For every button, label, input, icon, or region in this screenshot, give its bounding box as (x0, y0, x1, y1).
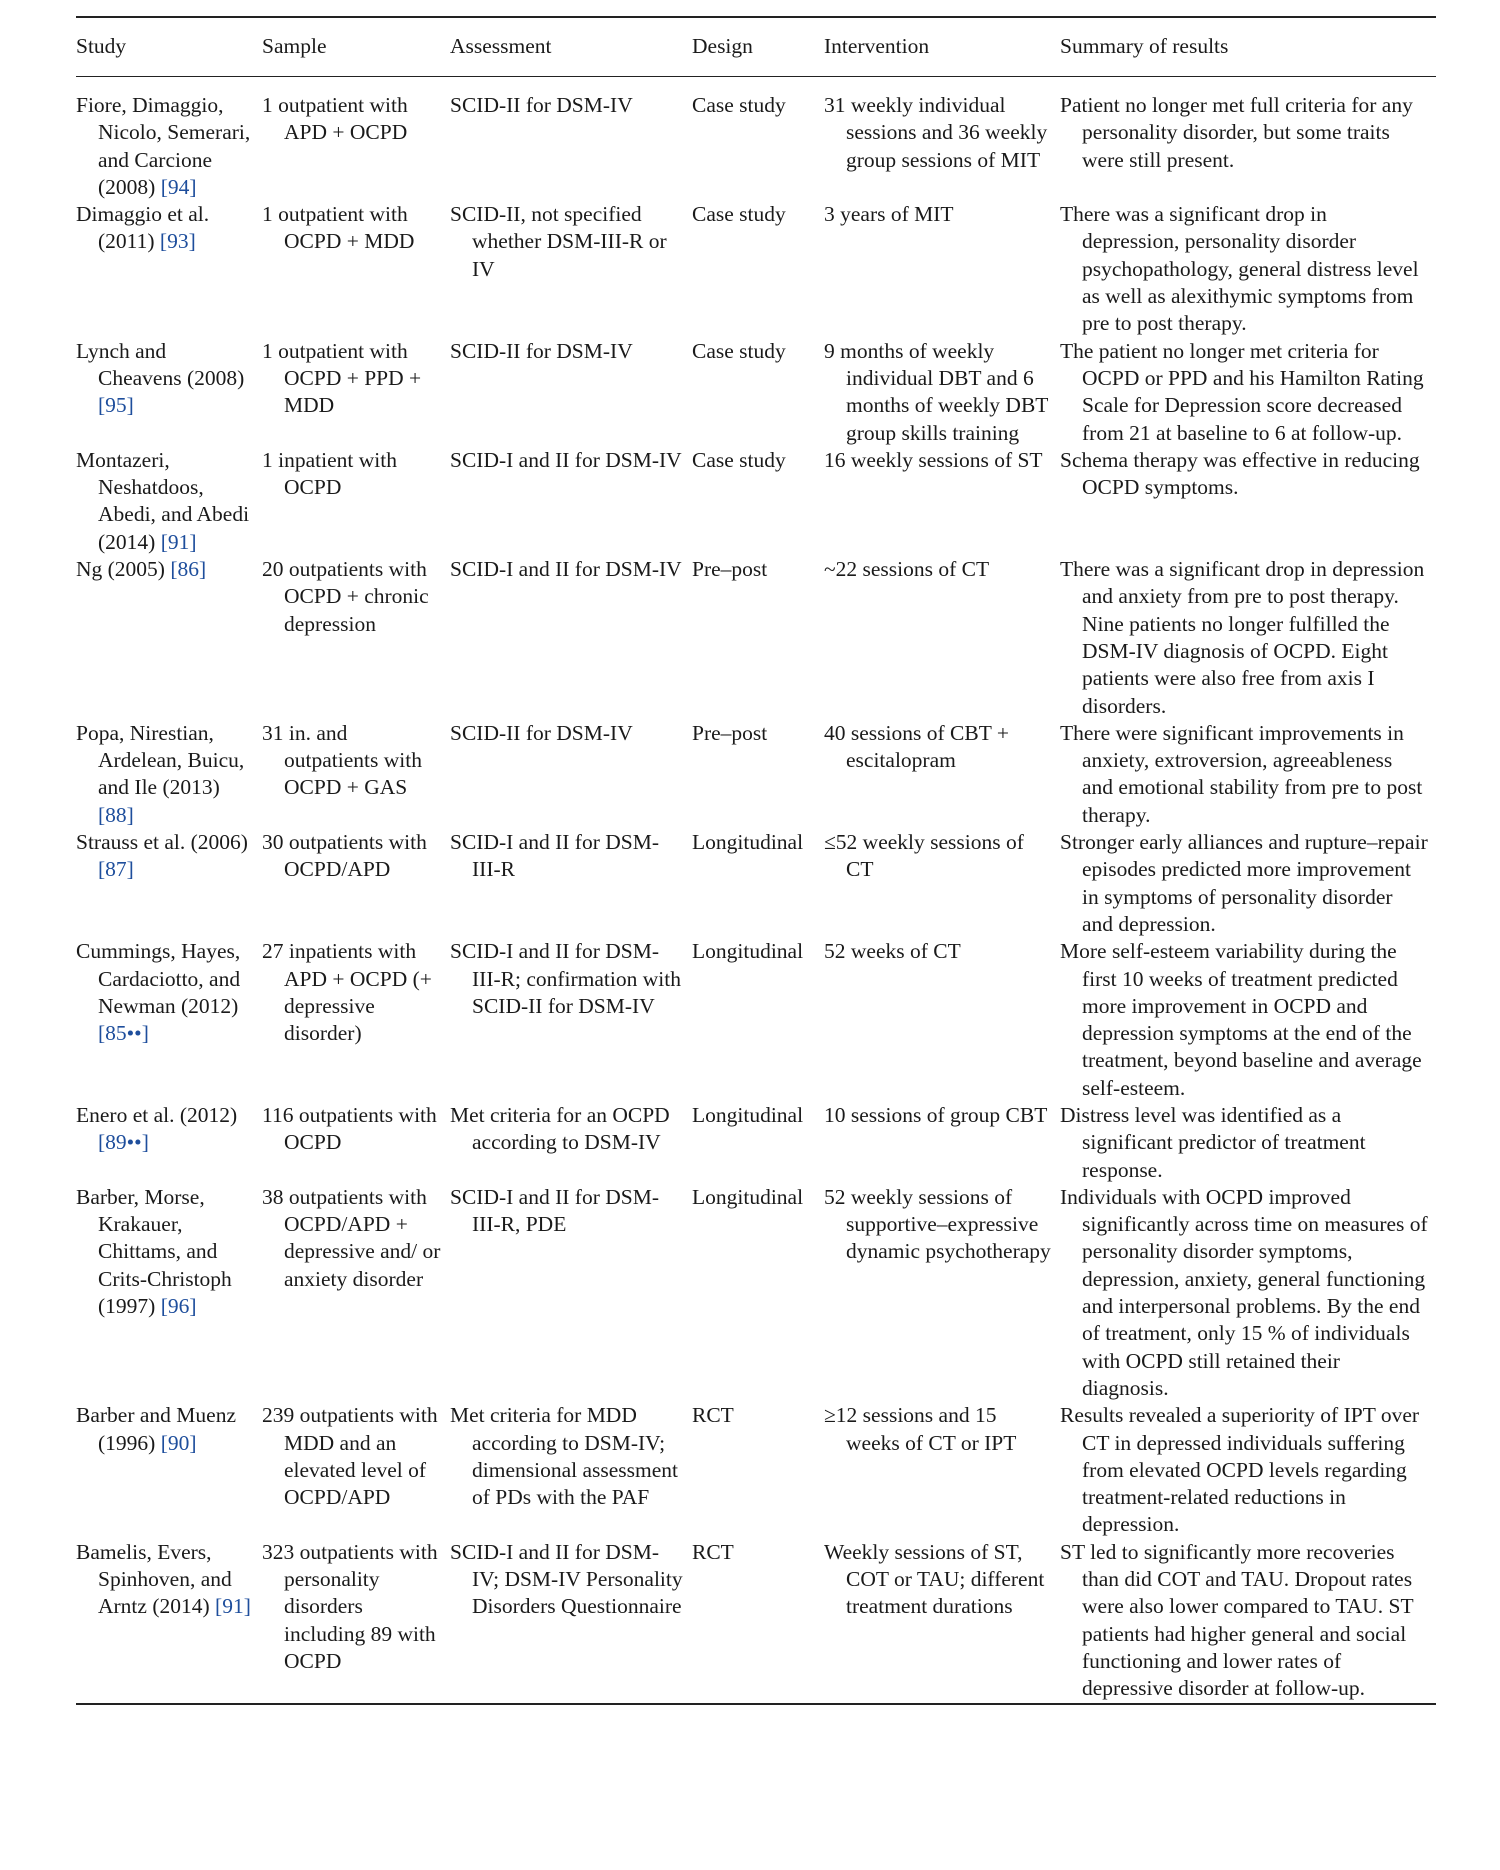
cell-sample: 1 outpatient with APD + OCPD (262, 93, 408, 145)
cell-summary: Patient no longer met full criteria for any personality disorder, but some traits were still present. (1060, 93, 1413, 172)
cell-design: Pre–post (692, 720, 768, 745)
cell-study: Bamelis, Evers, Spinhoven, and Arntz (2014) [91] (76, 1539, 251, 1619)
cell-sample: 116 outpatients with OCPD (262, 1102, 437, 1155)
citation-link[interactable]: [89••] (98, 1130, 149, 1155)
cell-study: Ng (2005) [86] (76, 557, 207, 582)
table-row (76, 338, 1436, 447)
cell-design: RCT (692, 1403, 734, 1428)
cell-assessment: SCID-II for DSM-IV (450, 720, 633, 745)
citation-link[interactable]: [85••] (98, 1021, 149, 1046)
cell-summary: Results revealed a superiority of IPT over CT in depressed individuals suffering from elevated OCPD levels regarding treatment-related reductions in depression. (1060, 1403, 1420, 1537)
cell-assessment: SCID-II for DSM-IV (450, 338, 633, 363)
citation-link[interactable]: [86] (170, 557, 207, 582)
cell-summary: Stronger early alliances and rupture–repair episodes predicted more improvement in symptoms of personality disorder and depression. (1060, 830, 1428, 936)
table-row (76, 1539, 1436, 1704)
table-row (76, 556, 1436, 720)
cell-design: Case study (692, 447, 786, 472)
cell-sample: 38 outpatients with OCPD/APD + depressive and/ or anxiety disorder (262, 1184, 441, 1291)
cell-sample: 1 outpatient with OCPD + MDD (262, 202, 415, 254)
table-header-row (76, 17, 1436, 77)
cell-summary: More self-esteem variability during the first 10 weeks of treatment predicted more improvement in OCPD and depression symptoms at the end of the treatment, beyond baseline and average self-esteem. (1060, 939, 1422, 1100)
table-row (76, 77, 1436, 202)
header-intervention: Intervention (824, 34, 930, 59)
cell-sample: 1 inpatient with OCPD (262, 447, 397, 500)
cell-intervention: 9 months of weekly individual DBT and 6 months of weekly DBT group skills training (824, 338, 1049, 445)
cell-intervention: 3 years of MIT (824, 202, 954, 227)
cell-design: Longitudinal (692, 1184, 804, 1209)
table-row (76, 1184, 1436, 1402)
cell-summary: There were significant improvements in anxiety, extroversion, agreeableness and emotional stability from pre to post therapy. (1060, 720, 1423, 827)
cell-study: Montazeri, Neshatdoos, Abedi, and Abedi (2014) [91] (76, 447, 250, 554)
cell-summary: Schema therapy was effective in reducing OCPD symptoms. (1060, 447, 1420, 500)
header-sample: Sample (262, 34, 327, 59)
citation-link[interactable]: [90] (160, 1430, 197, 1455)
cell-design: Longitudinal (692, 939, 804, 964)
cell-summary: ST led to significantly more recoveries than did COT and TAU. Dropout rates were also lower compared to TAU. ST patients had higher general and social functioning and lower rates of depressive disorder at follow-up. (1060, 1539, 1414, 1701)
cell-assessment: SCID-I and II for DSM-III-R, PDE (450, 1184, 659, 1237)
header-design: Design (692, 34, 753, 59)
cell-summary: Individuals with OCPD improved significantly across time on measures of personality disorder symptoms, depression, anxiety, general functioning and interpersonal problems. By the end of treatment, only 15 % of individuals with OCPD still retained their diagnosis. (1060, 1184, 1428, 1400)
cell-intervention: 16 weekly sessions of ST (824, 447, 1043, 472)
cell-study: Barber and Muenz (1996) [90] (76, 1403, 236, 1455)
cell-sample: 239 outpatients with MDD and an elevated level of OCPD/APD (262, 1403, 438, 1510)
header-study: Study (76, 34, 127, 59)
cell-intervention: ~22 sessions of CT (824, 557, 990, 582)
cell-design: Case study (692, 202, 786, 227)
citation-link[interactable]: [94] (160, 174, 197, 199)
cell-intervention: ≥12 sessions and 15 weeks of CT or IPT (824, 1403, 1017, 1455)
header-summary: Summary of results (1060, 34, 1229, 59)
cell-summary: There was a significant drop in depression and anxiety from pre to post therapy. Nine patients no longer fulfilled the DSM-IV diagnosis of OCPD. Eight patients were also free from axis I disorders. (1060, 557, 1425, 718)
citation-link[interactable]: [96] (160, 1294, 197, 1319)
cell-summary: The patient no longer met criteria for OCPD or PPD and his Hamilton Rating Scale for Depression score decreased from 21 at baseline to 6 at follow-up. (1060, 338, 1424, 445)
cell-intervention: ≤52 weekly sessions of CT (824, 830, 1024, 882)
cell-study: Dimaggio et al. (2011) [93] (76, 202, 210, 254)
citation-link[interactable]: [91] (215, 1594, 251, 1619)
cell-intervention: 31 weekly individual sessions and 36 weekly group sessions of MIT (824, 93, 1048, 172)
cell-design: Longitudinal (692, 1102, 804, 1127)
table-body (76, 77, 1436, 1704)
cell-summary: There was a significant drop in depression, personality disorder psychopathology, general distress level as well as alexithymic symptoms from pre to post therapy. (1060, 202, 1419, 336)
cell-study: Strauss et al. (2006) [87] (76, 830, 248, 882)
cell-sample: 323 outpatients with personality disorders including 89 with OCPD (262, 1539, 438, 1673)
cell-assessment: SCID-I and II for DSM-IV (450, 447, 682, 472)
cell-sample: 30 outpatients with OCPD/APD (262, 830, 427, 882)
citation-link[interactable]: [87] (98, 857, 134, 882)
cell-intervention: 52 weekly sessions of supportive–expressive dynamic psychotherapy (824, 1184, 1051, 1264)
cell-assessment: SCID-I and II for DSM-IV (450, 557, 682, 582)
cell-design: RCT (692, 1539, 734, 1564)
table-row (76, 447, 1436, 556)
cell-assessment: SCID-II for DSM-IV (450, 93, 633, 117)
cell-assessment: Met criteria for an OCPD according to DSM-IV (450, 1102, 670, 1155)
cell-sample: 31 in. and outpatients with OCPD + GAS (262, 720, 422, 800)
citation-link[interactable]: [93] (159, 229, 196, 254)
table-row (76, 201, 1436, 337)
cell-study: Cummings, Hayes, Cardaciotto, and Newman (2012) [85••] (76, 939, 241, 1046)
studies-table (76, 16, 1436, 1705)
cell-design: Longitudinal (692, 830, 804, 855)
cell-sample: 1 outpatient with OCPD + PPD + MDD (262, 338, 422, 418)
cell-study: Enero et al. (2012) [89••] (76, 1102, 238, 1155)
cell-sample: 20 outpatients with OCPD + chronic depression (262, 557, 429, 636)
cell-assessment: SCID-I and II for DSM-III-R; confirmation with SCID-II for DSM-IV (450, 939, 681, 1018)
cell-design: Case study (692, 338, 786, 363)
citation-link[interactable]: [91] (160, 529, 197, 554)
cell-intervention: 10 sessions of group CBT (824, 1102, 1048, 1127)
table-row (76, 720, 1436, 829)
cell-assessment: SCID-I and II for DSM-III-R (450, 830, 659, 882)
cell-intervention: 52 weeks of CT (824, 939, 961, 964)
table-row (76, 938, 1436, 1102)
cell-summary: Distress level was identified as a significant predictor of treatment response. (1060, 1102, 1366, 1182)
table-row (76, 1102, 1436, 1184)
cell-sample: 27 inpatients with APD + OCPD (+ depressive disorder) (262, 939, 432, 1046)
cell-design: Pre–post (692, 557, 768, 582)
cell-intervention: Weekly sessions of ST, COT or TAU; different treatment durations (824, 1539, 1045, 1619)
cell-assessment: SCID-I and II for DSM-IV; DSM-IV Personality Disorders Questionnaire (450, 1539, 683, 1619)
cell-study: Fiore, Dimaggio, Nicolo, Semerari, and Carcione (2008) [94] (76, 93, 251, 199)
header-assessment: Assessment (450, 34, 552, 59)
table-row (76, 829, 1436, 938)
table-row (76, 1402, 1436, 1538)
cell-design: Case study (692, 93, 786, 117)
cell-assessment: Met criteria for MDD according to DSM-IV; dimensional assessment of PDs with the PAF (450, 1403, 679, 1510)
citation-link[interactable]: [95] (98, 393, 134, 418)
cell-study: Barber, Morse, Krakauer, Chittams, and Crits-Christoph (1997) [96] (76, 1184, 232, 1319)
citation-link[interactable]: [88] (98, 802, 134, 827)
cell-study: Lynch and Cheavens (2008) [95] (76, 338, 245, 418)
cell-intervention: 40 sessions of CBT + escitalopram (824, 720, 1009, 773)
cell-study: Popa, Nirestian, Ardelean, Buicu, and Ile (2013) [88] (76, 720, 245, 827)
cell-assessment: SCID-II, not specified whether DSM-III-R or IV (450, 202, 667, 281)
